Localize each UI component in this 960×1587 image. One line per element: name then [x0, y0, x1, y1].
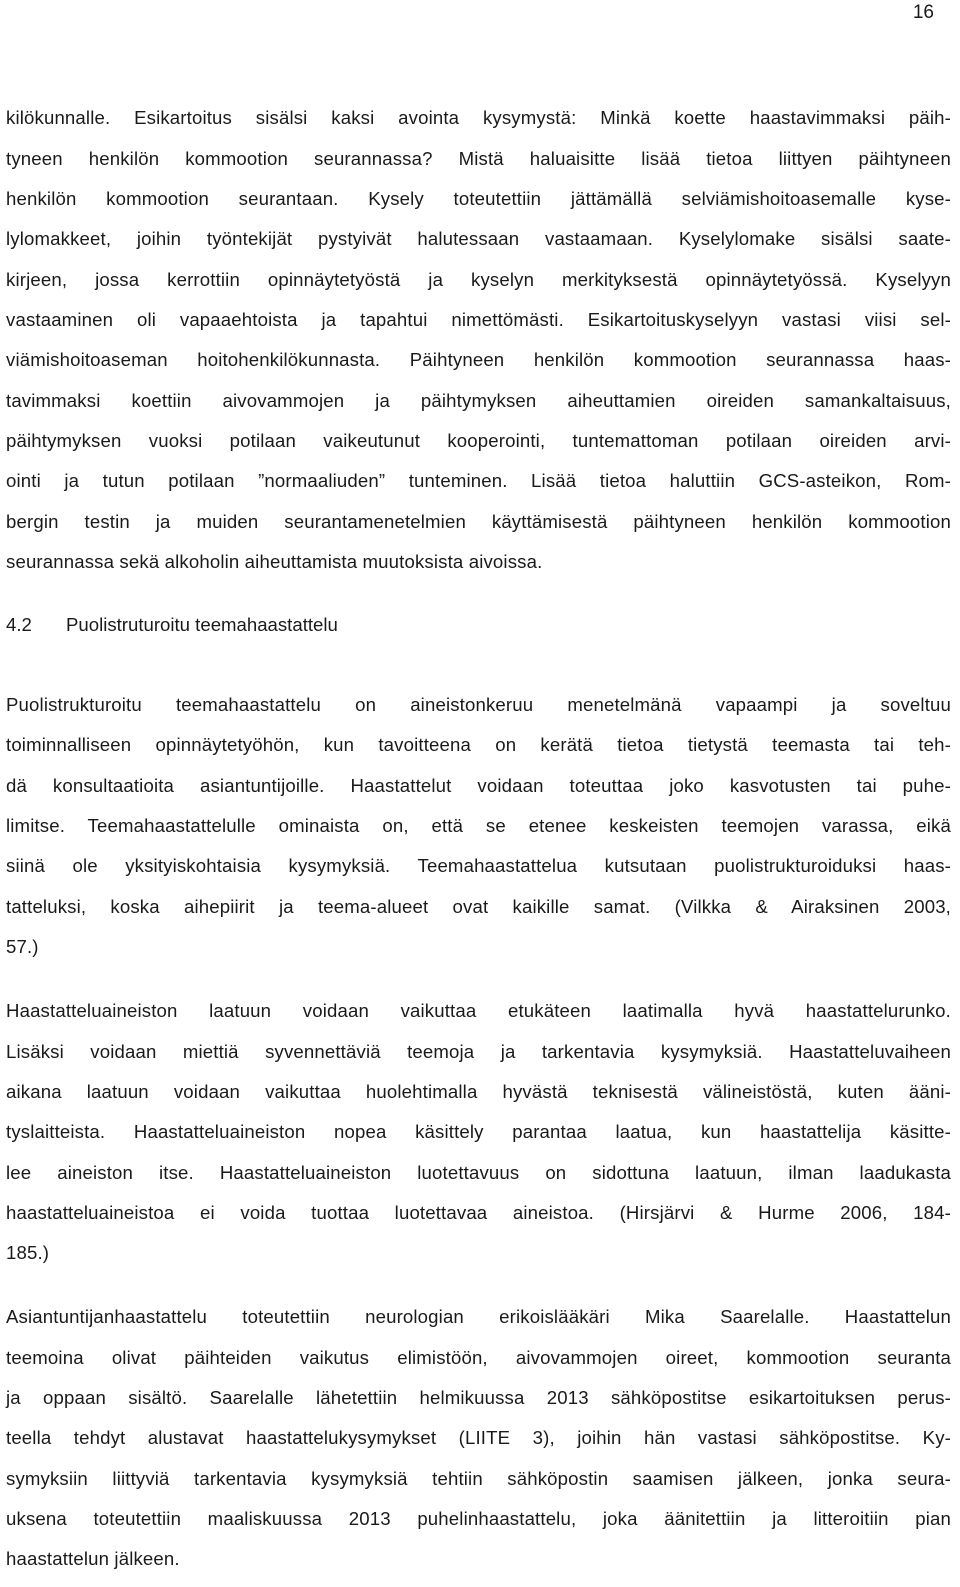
- text-line: toiminnalliseen opinnäytetyöhön, kun tavoitteena on kerätä tietoa tietystä teemasta tai teh-: [6, 734, 951, 755]
- text-line: Asiantuntijanhaastattelu toteutettiin neurologian erikoislääkäri Mika Saarelalle. Haastattelun: [6, 1306, 951, 1327]
- text-line: tavimmaksi koettiin aivovammojen ja päihtymyksen aiheuttamien oireiden samankaltaisuus,: [6, 390, 951, 411]
- text-line: Haastatteluaineiston laatuun voidaan vaikuttaa etukäteen laatimalla hyvä haastattelurunko.: [6, 1000, 951, 1021]
- text-line: haastatteluaineistoa ei voida tuottaa luotettavaa aineistoa. (Hirsjärvi & Hurme 2006, 184-: [6, 1202, 951, 1223]
- text-line: lee aineiston itse. Haastatteluaineiston luotettavuus on sidottuna laatuun, ilman laadukasta: [6, 1162, 951, 1183]
- text-line: limitse. Teemahaastattelulle ominaista on, että se etenee keskeisten teemojen varassa, eikä: [6, 815, 951, 836]
- text-line: Lisäksi voidaan miettiä syvennettäviä teemoja ja tarkentavia kysymyksiä. Haastatteluvaiheen: [6, 1041, 951, 1062]
- text-line: symyksiin liittyviä tarkentavia kysymyksiä tehtiin sähköpostin saamisen jälkeen, jonka seura-: [6, 1468, 951, 1489]
- text-line: bergin testin ja muiden seurantamenetelmien käyttämisestä päihtyneen henkilön kommootion: [6, 511, 951, 532]
- section-heading: [6, 614, 338, 636]
- text-line: siinä ole yksityiskohtaisia kysymyksiä. Teemahaastattelua kutsutaan puolistrukturoiduksi haas-: [6, 855, 951, 876]
- text-line: viämishoitoaseman hoitohenkilökunnasta. Päihtyneen henkilön kommootion seurannassa haas-: [6, 349, 951, 370]
- page-number: 16: [912, 2, 934, 23]
- text-line: teella tehdyt alustavat haastattelukysymykset (LIITE 3), joihin hän vastasi sähköpostitse. Ky-: [6, 1427, 951, 1448]
- text-line: kilökunnalle. Esikartoitus sisälsi kaksi avointa kysymystä: Minkä koette haastavimmaksi päih-: [6, 107, 951, 128]
- text-line: kirjeen, jossa kerrottiin opinnäytetyöstä ja kyselyn merkityksestä opinnäytetyössä. Kyselyyn: [6, 269, 951, 290]
- text-line: uksena toteutettiin maaliskuussa 2013 puhelinhaastattelu, joka äänitettiin ja litteroitiin pian: [6, 1508, 951, 1529]
- text-line: päihtymyksen vuoksi potilaan vaikeutunut kooperointi, tuntemattoman potilaan oireiden arvi-: [6, 430, 951, 451]
- text-line: aikana laatuun voidaan vaikuttaa huolehtimalla hyvästä teknisestä välineistöstä, kuten ääni-: [6, 1081, 951, 1102]
- text-line: tyneen henkilön kommootion seurannassa? Mistä haluaisitte lisää tietoa liittyen päihtyneen: [6, 148, 951, 169]
- section-number: 4.2: [6, 614, 32, 635]
- text-line: ointi ja tutun potilaan ”normaaliuden” tunteminen. Lisää tietoa haluttiin GCS-asteikon, Rom-: [6, 470, 951, 491]
- text-line: seurannassa sekä alkoholin aiheuttamista muutoksista aivoissa.: [6, 551, 543, 572]
- text-line: tyslaitteista. Haastatteluaineiston nopea käsittely parantaa laatua, kun haastattelija käsitte-: [6, 1121, 951, 1142]
- section-title: Puolistruturoitu teemahaastattelu: [66, 614, 338, 635]
- text-line: dä konsultaatioita asiantuntijoille. Haastattelut voidaan toteuttaa joko kasvotusten tai puhe-: [6, 775, 951, 796]
- text-line: vastaaminen oli vapaaehtoista ja tapahtui nimettömästi. Esikartoituskyselyyn vastasi viisi sel-: [6, 309, 951, 330]
- text-line: 185.): [6, 1242, 50, 1263]
- text-line: Puolistrukturoitu teemahaastattelu on aineistonkeruu menetelmänä vapaampi ja soveltuu: [6, 694, 951, 715]
- text-line: henkilön kommootion seurantaan. Kysely toteutettiin jättämällä selviämishoitoasemalle kyse-: [6, 188, 951, 209]
- text-line: haastattelun jälkeen.: [6, 1548, 180, 1569]
- text-line: teemoina olivat päihteiden vaikutus elimistöön, aivovammojen oireet, kommootion seuranta: [6, 1347, 951, 1368]
- text-line: ja oppaan sisältö. Saarelalle lähetettiin helmikuussa 2013 sähköpostitse esikartoituksen perus-: [6, 1387, 951, 1408]
- text-line: lylomakkeet, joihin työntekijät pystyivät halutessaan vastaamaan. Kyselylomake sisälsi saate-: [6, 228, 951, 249]
- text-line: tatteluksi, koska aihepiirit ja teema-alueet ovat kaikille samat. (Vilkka & Airaksinen 2003,: [6, 896, 951, 917]
- text-line: 57.): [6, 936, 39, 957]
